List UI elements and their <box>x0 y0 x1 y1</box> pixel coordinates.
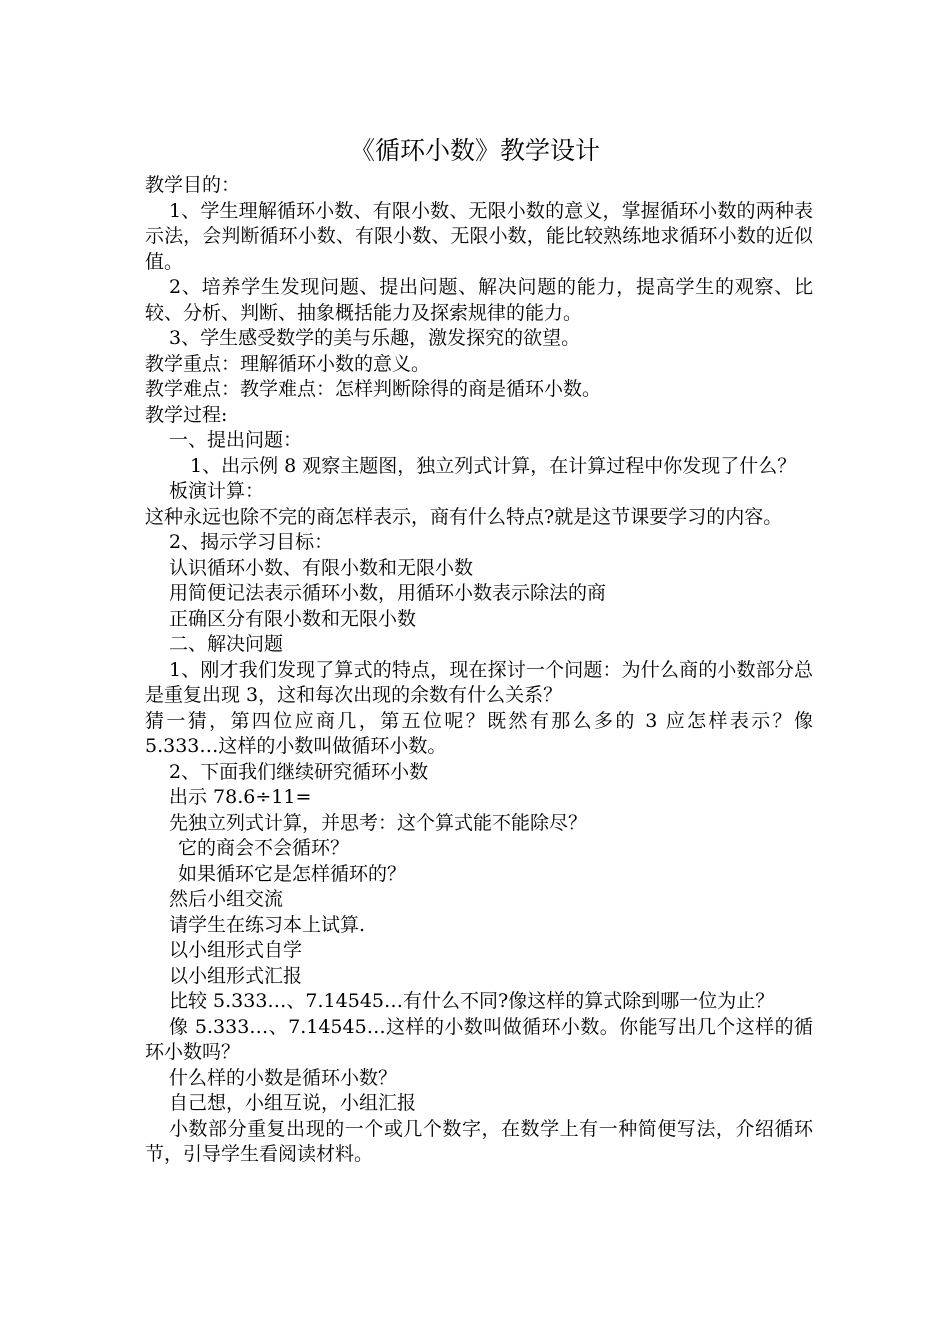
paragraph-quotient: 这种永远也除不完的商怎样表示，商有什么特点?就是这节课要学习的内容。 <box>145 505 783 528</box>
recurring-section-paragraph: 小数部分重复出现的一个或几个数字，在数学上有一种简便写法，介绍循环节，引导学生看阅读材料。 <box>145 1117 813 1165</box>
difficult-point: 教学难点：教学难点：怎样判断除得的商是循环小数。 <box>145 378 602 400</box>
group-discussion: 然后小组交流 <box>169 888 284 910</box>
board-calculation: 板演计算： <box>169 480 265 502</box>
question-divisible: 先独立列式计算，并思考：这个算式能不能除尽？ <box>169 811 588 834</box>
think-discuss-report: 自己想，小组互说，小组汇报 <box>169 1092 417 1114</box>
definition-paragraph: 像 5.333…、7.14545…这样的小数叫做循环小数。你能写出几个这样的循环小数吗？ <box>145 1015 813 1063</box>
part-1-heading: 一、提出问题： <box>169 429 303 451</box>
part-1-item-1: 1、出示例 8 观察主题图，独立列式计算，在计算过程中你发现了什么？ <box>190 454 797 477</box>
trial-calculation: 请学生在练习本上试算. <box>169 913 366 936</box>
what-is-recurring: 什么样的小数是循环小数？ <box>169 1066 398 1089</box>
part-1-item-2: 2、揭示学习目标： <box>169 531 334 553</box>
section-heading-objectives: 教学目的： <box>145 174 241 196</box>
part-2-item-1: 1、刚才我们发现了算式的特点，现在探讨一个问题：为什么商的小数部分总是重复出现 3，这和每次出现的余数有什么关系？ <box>145 658 813 706</box>
group-report: 以小组形式汇报 <box>169 964 303 987</box>
objective-2: 2、培养学生发现问题、提出问题、解决问题的能力，提高学生的观察、比较、分析、判断、抽象概括能力及探索规律的能力。 <box>145 276 813 324</box>
question-recurring: 它的商会不会循环？ <box>178 837 350 859</box>
goal-3: 正确区分有限小数和无限小数 <box>169 607 417 630</box>
goal-2: 用简便记法表示循环小数，用循环小数表示除法的商 <box>169 582 607 604</box>
question-how-recurring: 如果循环它是怎样循环的？ <box>178 862 407 885</box>
part-2-heading: 二、解决问题 <box>169 633 284 655</box>
compare-question: 比较 5.333…、7.14545…有什么不同?像这样的算式除到哪一位为止？ <box>169 990 775 1012</box>
document-title: 《循环小数》教学设计 <box>349 136 600 165</box>
document-body <box>145 173 813 1168</box>
key-point: 教学重点：理解循环小数的意义。 <box>145 352 431 375</box>
objective-3: 3、学生感受数学的美与乐趣，激发探究的欲望。 <box>169 327 581 349</box>
paragraph-guess: 猜一猜，第四位应商几，第五位呢？既然有那么多的 3 应怎样表示？像 5.333…这样的小数叫做循环小数。 <box>145 709 813 757</box>
goal-1: 认识循环小数、有限小数和无限小数 <box>169 556 474 579</box>
group-self-study: 以小组形式自学 <box>169 939 303 961</box>
section-heading-process: 教学过程: <box>145 403 228 426</box>
example-division: 出示 78.6÷11= <box>169 786 312 808</box>
objective-1: 1、学生理解循环小数、有限小数、无限小数的意义，掌握循环小数的两种表示法，会判断循环小数、有限小数、无限小数，能比较熟练地求循环小数的近似值。 <box>145 199 813 273</box>
part-2-item-2: 2、下面我们继续研究循环小数 <box>169 760 429 783</box>
